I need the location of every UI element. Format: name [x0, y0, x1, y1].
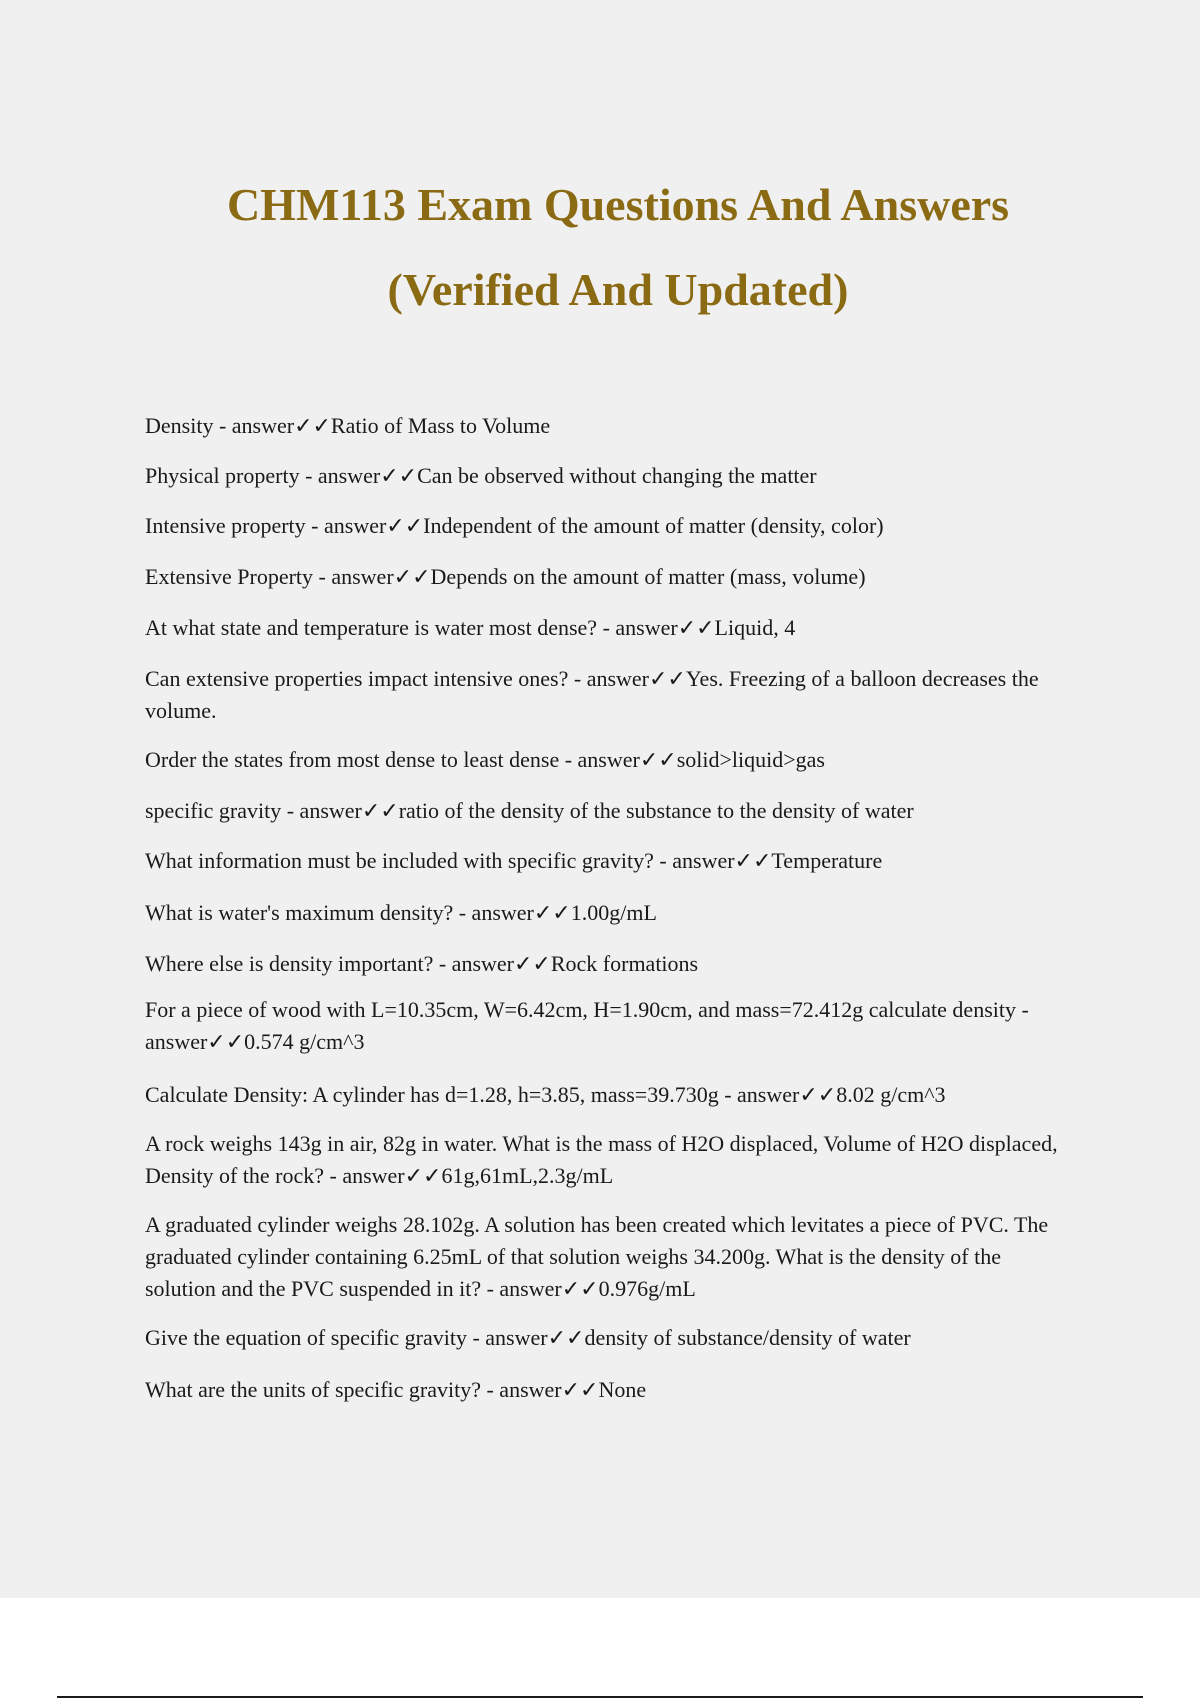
qa-item: A graduated cylinder weighs 28.102g. A solution has been created which levitates a piece of PVC. The graduated cylinder containing 6.25mL of that solution weighs 34.200g. What is the density of the solution and the PVC suspended in it? - answer✓✓0.976g/mL — [145, 1212, 1049, 1301]
qa-item: Where else is density important? - answer✓✓Rock formations — [145, 951, 699, 976]
qa-item: For a piece of wood with L=10.35cm, W=6.42cm, H=1.90cm, and mass=72.412g calculate density - answer✓✓0.574 g/cm^3 — [145, 997, 1029, 1054]
qa-item: Extensive Property - answer✓✓Depends on the amount of matter (mass, volume) — [145, 564, 866, 589]
title-line-1: CHM113 Exam Questions And Answers — [226, 179, 1010, 230]
qa-item: At what state and temperature is water most dense? - answer✓✓Liquid, 4 — [145, 615, 796, 640]
qa-item: Physical property - answer✓✓Can be observed without changing the matter — [145, 463, 817, 488]
qa-item: Can extensive properties impact intensive ones? - answer✓✓Yes. Freezing of a balloon decreases the volume. — [145, 666, 1039, 723]
qa-item: What is water's maximum density? - answer✓✓1.00g/mL — [145, 900, 657, 925]
qa-item: Density - answer✓✓Ratio of Mass to Volume — [145, 413, 551, 438]
qa-item: Order the states from most dense to least dense - answer✓✓solid>liquid>gas — [145, 747, 825, 772]
qa-item: A rock weighs 143g in air, 82g in water. What is the mass of H2O displaced, Volume of H2O displaced, Density of the rock? - answer✓✓61g,61mL,2.3g/mL — [145, 1131, 1058, 1188]
title-line-2: (Verified And Updated) — [387, 264, 849, 315]
qa-item: What information must be included with specific gravity? - answer✓✓Temperature — [145, 848, 883, 873]
qa-item: Intensive property - answer✓✓Independent of the amount of matter (density, color) — [145, 513, 884, 538]
qa-item: Calculate Density: A cylinder has d=1.28, h=3.85, mass=39.730g - answer✓✓8.02 g/cm^3 — [145, 1082, 946, 1107]
qa-item: What are the units of specific gravity? - answer✓✓None — [145, 1377, 647, 1402]
footer-divider — [57, 1696, 1143, 1698]
qa-item: Give the equation of specific gravity - answer✓✓density of substance/density of water — [145, 1325, 911, 1350]
qa-item: specific gravity - answer✓✓ratio of the density of the substance to the density of water — [145, 798, 914, 823]
document-title — [0, 162, 1200, 332]
